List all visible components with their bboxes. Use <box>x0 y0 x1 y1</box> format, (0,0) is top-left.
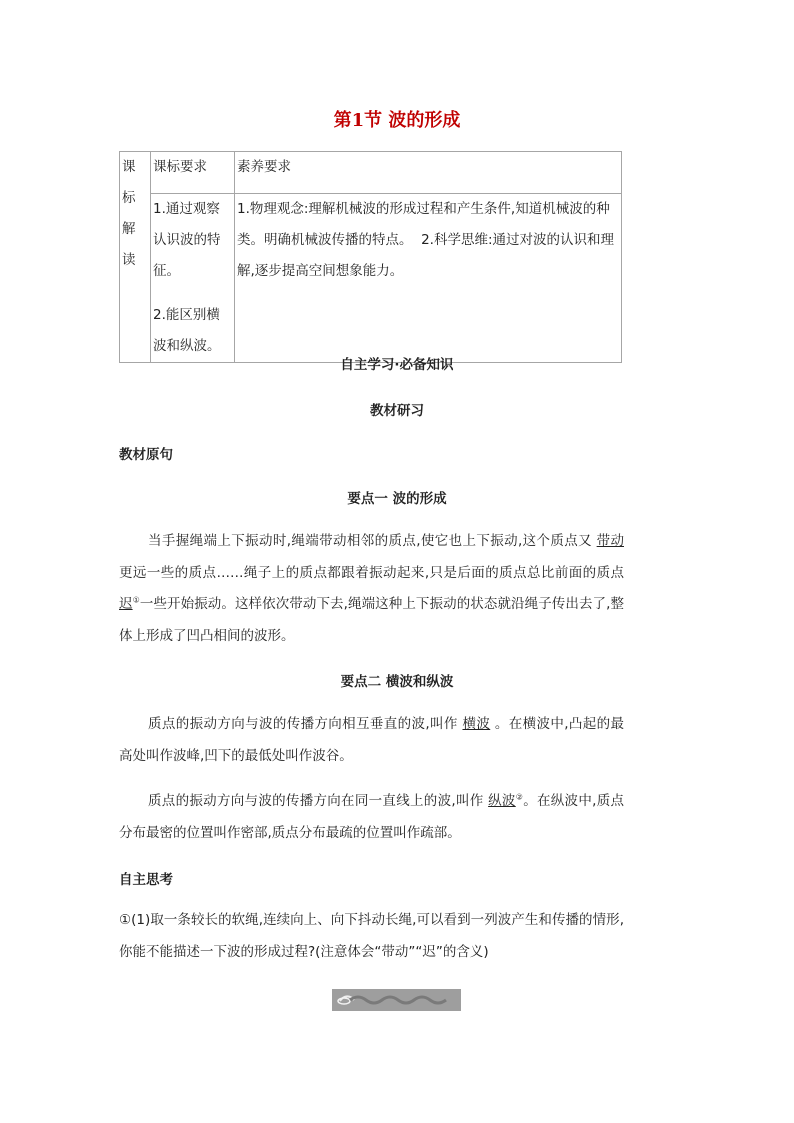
wave-icon <box>332 989 461 1011</box>
literacy-cell <box>235 194 622 363</box>
text-run: 一些开始振动。这样依次带动下去,绳端这种上下振动的状态就沿绳子传出去了,整体上形成了凹凸相间的波形。 <box>119 596 625 644</box>
footnote-marker: ① <box>132 595 140 605</box>
question-paragraph: ①(1)取一条较长的软绳,连续向上、向下抖动长绳,可以看到一列波产生和传播的情形,你能不能描述一下波的形成过程?(注意体会“带动”“迟”的含义) <box>119 912 624 960</box>
underlined-term: 迟 <box>119 596 133 612</box>
curriculum-item: 2.能区别横波和纵波。 <box>153 307 221 354</box>
table-row-label: 课标解读 <box>120 152 151 363</box>
subsection-title: 教材研习 <box>370 403 424 419</box>
curriculum-table <box>119 151 622 363</box>
text-run: 。在纵波中,质点分布最密的位置叫作密部,质点分布最疏的位置叫作疏部。 <box>119 793 625 841</box>
text-run: 质点的振动方向与波的传播方向在同一直线上的波,叫作 <box>148 793 489 809</box>
footnote-marker: ② <box>515 792 524 802</box>
rope-wave-image <box>332 989 461 1011</box>
text-run: 当手握绳端上下振动时,绳端带动相邻的质点,使它也上下振动,这个质点又 <box>148 533 597 549</box>
table-header-curriculum: 课标要求 <box>151 152 235 194</box>
label-textbook-original: 教材原句 <box>119 447 173 463</box>
section-title: 自主学习·必备知识 <box>340 357 454 373</box>
page-title: 第1节 波的形成 <box>333 110 461 131</box>
curriculum-item: 1.通过观察认识波的特征。 <box>153 201 221 279</box>
point2-paragraph-transverse <box>119 709 624 772</box>
underlined-term: 纵波 <box>488 793 516 809</box>
point1-paragraph <box>119 526 624 652</box>
point2-paragraph-longitudinal <box>119 786 624 849</box>
literacy-item: 2.科学思维:通过对波的认识和理解,逐步提高空间想象能力。 <box>237 232 615 279</box>
point2-heading: 要点二 横波和纵波 <box>340 674 454 690</box>
point1-heading: 要点一 波的形成 <box>347 491 447 507</box>
underlined-term: 带动 <box>596 533 624 549</box>
text-run: 质点的振动方向与波的传播方向相互垂直的波,叫作 <box>148 716 463 732</box>
curriculum-cell <box>151 194 235 363</box>
label-self-thinking: 自主思考 <box>119 872 173 888</box>
literacy-item: 1.物理观念:理解机械波的形成过程和产生条件,知道机械波的种类。明确机械波传播的特点。 <box>237 201 610 248</box>
text-run: 。在横波中,凸起的最高处叫作波峰,凹下的最低处叫作波谷。 <box>119 716 624 764</box>
underlined-term: 横波 <box>462 716 491 732</box>
table-header-literacy: 素养要求 <box>235 152 622 194</box>
text-run: 更远一些的质点……绳子上的质点都跟着振动起来,只是后面的质点总比前面的质点 <box>119 564 624 581</box>
